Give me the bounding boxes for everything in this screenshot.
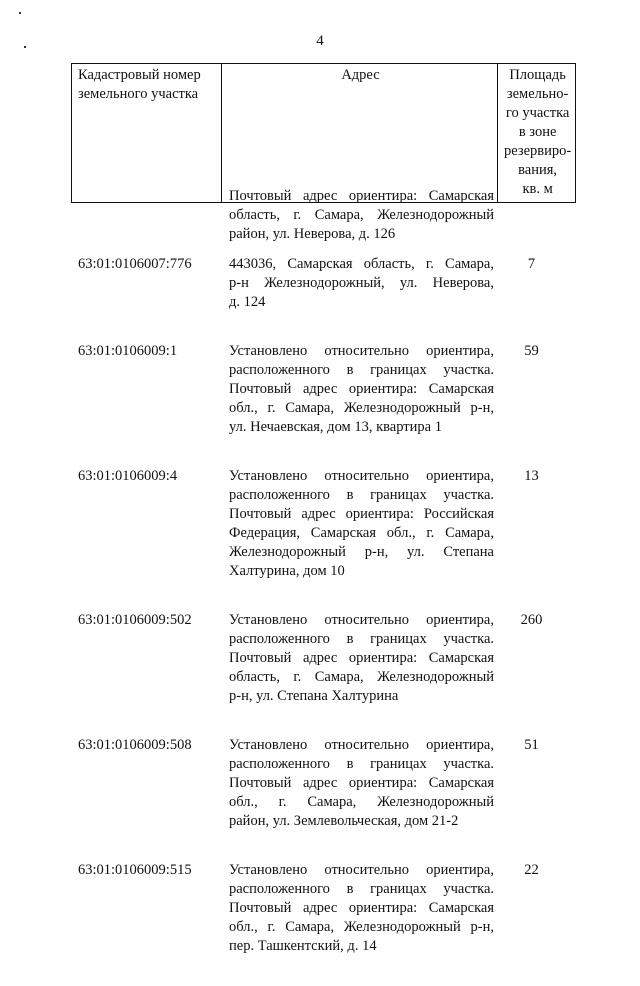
header-area-line: в зоне: [518, 124, 557, 140]
address-line: ул. Нечаевская, дом 13, квартира 1: [229, 419, 442, 435]
header-area-line: вания,: [518, 162, 558, 178]
address: [229, 861, 494, 956]
address-line: район, ул. Неверова, д. 126: [229, 226, 396, 242]
address-line: Установлено относительно ориентира,: [229, 862, 494, 878]
table-row: [78, 736, 578, 831]
page-number: 4: [316, 33, 324, 49]
scan-speck: [19, 12, 21, 14]
header-area-line: кв. м: [522, 181, 553, 197]
address-line: р-н Железнодорожный, ул. Неверова,: [229, 275, 494, 291]
address-line: Установлено относительно ориентира,: [229, 343, 494, 359]
address-line: область, г. Самара, Железнодорожный: [229, 207, 494, 223]
header-area-line: резервиро-: [504, 143, 572, 159]
address: [229, 467, 494, 581]
area-value: 22: [524, 862, 539, 878]
address-line: Почтовый адрес ориентира: Самарская: [229, 650, 494, 666]
address: [229, 255, 494, 312]
address-line: область, г. Самара, Железнодорожный: [229, 669, 494, 685]
header-area-line: Площадь: [509, 67, 566, 83]
header-cadastral-line: Кадастровый номер: [78, 67, 201, 83]
address-line: Халтурина, дом 10: [229, 563, 345, 579]
address-line: Установлено относительно ориентира,: [229, 612, 494, 628]
table-row: [78, 611, 578, 706]
area-value: 7: [527, 256, 536, 272]
address-line: Почтовый адрес ориентира: Самарская: [229, 775, 494, 791]
continued-address: [229, 187, 494, 244]
address-line: расположенного в границах участка.: [229, 756, 494, 772]
address-line: расположенного в границах участка.: [229, 881, 494, 897]
header-area-line: го участка: [505, 105, 570, 121]
cadastral-number: 63:01:0106009:502: [78, 612, 192, 628]
cadastral-number: 63:01:0106007:776: [78, 256, 192, 272]
area-value: 51: [524, 737, 539, 753]
table-row: [78, 861, 578, 956]
address-line: Установлено относительно ориентира,: [229, 737, 494, 753]
cadastral-number: 63:01:0106009:4: [78, 468, 178, 484]
address-line: пер. Ташкентский, д. 14: [229, 938, 377, 954]
area-value: 13: [524, 468, 539, 484]
cadastral-number: 63:01:0106009:1: [78, 343, 178, 359]
table-row: [78, 342, 578, 437]
address-line: р-н, ул. Степана Халтурина: [229, 688, 399, 704]
address-line: район, ул. Землевольческая, дом 21-2: [229, 813, 459, 829]
header-area-line: земельно-: [506, 86, 569, 102]
header-cadastral-line: земельного участка: [78, 86, 199, 102]
address-line: расположенного в границах участка.: [229, 362, 494, 378]
address-line: Почтовый адрес ориентира: Самарская: [229, 381, 494, 397]
table-row: [78, 255, 578, 312]
table-row: [78, 467, 578, 581]
area-value: 260: [520, 612, 543, 628]
address-line: обл., г. Самара, Железнодорожный: [229, 794, 494, 810]
cadastral-number: 63:01:0106009:508: [78, 737, 192, 753]
address: [229, 736, 494, 831]
header-cadastral: [72, 64, 222, 203]
address-line: расположенного в границах участка.: [229, 487, 494, 503]
address: [229, 342, 494, 437]
address-line: Установлено относительно ориентира,: [229, 468, 494, 484]
area-value: 59: [524, 343, 539, 359]
header-area: [498, 64, 576, 203]
address-line: Почтовый адрес ориентира: Российская: [229, 506, 494, 522]
address-line: обл., г. Самара, Железнодорожный р-н,: [229, 919, 494, 935]
address-line: Почтовый адрес ориентира: Самарская: [229, 188, 494, 204]
address-line: расположенного в границах участка.: [229, 631, 494, 647]
table-body: [78, 255, 578, 986]
address-line: обл., г. Самара, Железнодорожный р-н,: [229, 400, 494, 416]
address-line: Почтовый адрес ориентира: Самарская: [229, 900, 494, 916]
address-line: Федерация, Самарская обл., г. Самара,: [229, 525, 494, 541]
cadastral-number: 63:01:0106009:515: [78, 862, 192, 878]
table-header: [71, 63, 576, 203]
address: [229, 611, 494, 706]
address-line: Железнодорожный р-н, ул. Степана: [229, 544, 494, 560]
address-line: 443036, Самарская область, г. Самара,: [229, 256, 494, 272]
header-address: Адрес: [222, 64, 498, 203]
address-line: д. 124: [229, 294, 266, 310]
